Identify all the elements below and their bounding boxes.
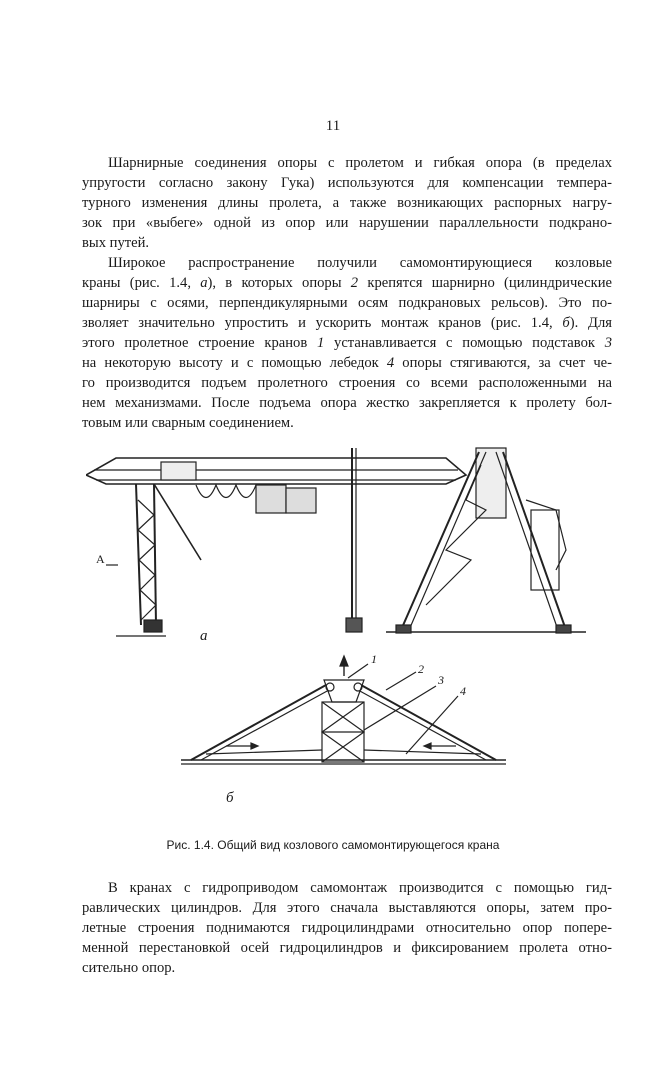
text-line: го производится подъем пролетного строения со всеми расположенными на xyxy=(82,375,612,391)
paragraph-hydraulic xyxy=(82,878,612,978)
text-line: В кранах с гидроприводом самомонтаж производится с помощью гид- xyxy=(108,880,612,896)
text-line: упругости согласно закону Гука) используются для компенсации темпера- xyxy=(82,175,612,191)
crane-side-view xyxy=(86,448,466,636)
text-line: нем механизмами. После подъема опора жестко закрепляется к пролету бол- xyxy=(82,395,612,411)
crane-figure xyxy=(86,440,586,830)
text-line: на некоторую высоту и с помощью лебедок 4 опоры стягиваются, за счет че- xyxy=(82,355,612,371)
callout-1: 1 xyxy=(371,652,377,666)
section-mark: А xyxy=(96,552,105,566)
figure-caption: Рис. 1.4. Общий вид козлового самомонтирующегося крана xyxy=(166,838,500,852)
callout-2: 2 xyxy=(418,662,424,676)
paragraph-hinged-joints xyxy=(82,153,612,253)
self-erecting-scheme xyxy=(181,656,506,764)
text-line: краны (рис. 1.4, а), в которых опоры 2 крепятся шарнирно (цилиндрические xyxy=(82,275,612,291)
paragraph-self-erecting xyxy=(82,253,612,433)
text-line: зволяет значительно упростить и ускорить монтаж кранов (рис. 1.4, б). Для xyxy=(82,315,612,331)
callout-3: 3 xyxy=(438,673,444,687)
text-line: Широкое распространение получили самомонтирующиеся козловые xyxy=(108,255,612,271)
text-line: товым или сварным соединением. xyxy=(82,415,294,431)
text-line: равлических цилиндров. Для этого сначала выставляются опоры, затем про- xyxy=(82,900,612,916)
text-line: вых путей. xyxy=(82,235,150,251)
text-line: сительно опор. xyxy=(82,960,176,976)
text-line: менной перестановкой осей гидроцилиндров и фиксированием пролета отно- xyxy=(82,940,612,956)
crane-drawing xyxy=(86,440,586,830)
figure-label-a: а xyxy=(200,628,208,644)
text-line: шарниры с осями, перпендикулярными осям подкрановых рельсов). Это по- xyxy=(82,295,612,311)
page-number: 11 xyxy=(325,118,341,134)
text-line: летные строения поднимаются гидроцилиндрами относительно опор попере- xyxy=(82,920,612,936)
text-line: зок при «выбеге» одной из опор или нарушении параллельности подкрано- xyxy=(82,215,612,231)
figure-label-b: б xyxy=(226,790,234,806)
callout-4: 4 xyxy=(460,684,466,698)
text-line: Шарнирные соединения опоры с пролетом и гибкая опора (в пределах xyxy=(108,155,612,171)
crane-end-view xyxy=(386,448,586,633)
text-line: этого пролетное строение кранов 1 устанавливается с помощью подставок 3 xyxy=(82,335,612,351)
text-line: турного изменения длины пролета, а также возникающих распорных нагру- xyxy=(82,195,612,211)
